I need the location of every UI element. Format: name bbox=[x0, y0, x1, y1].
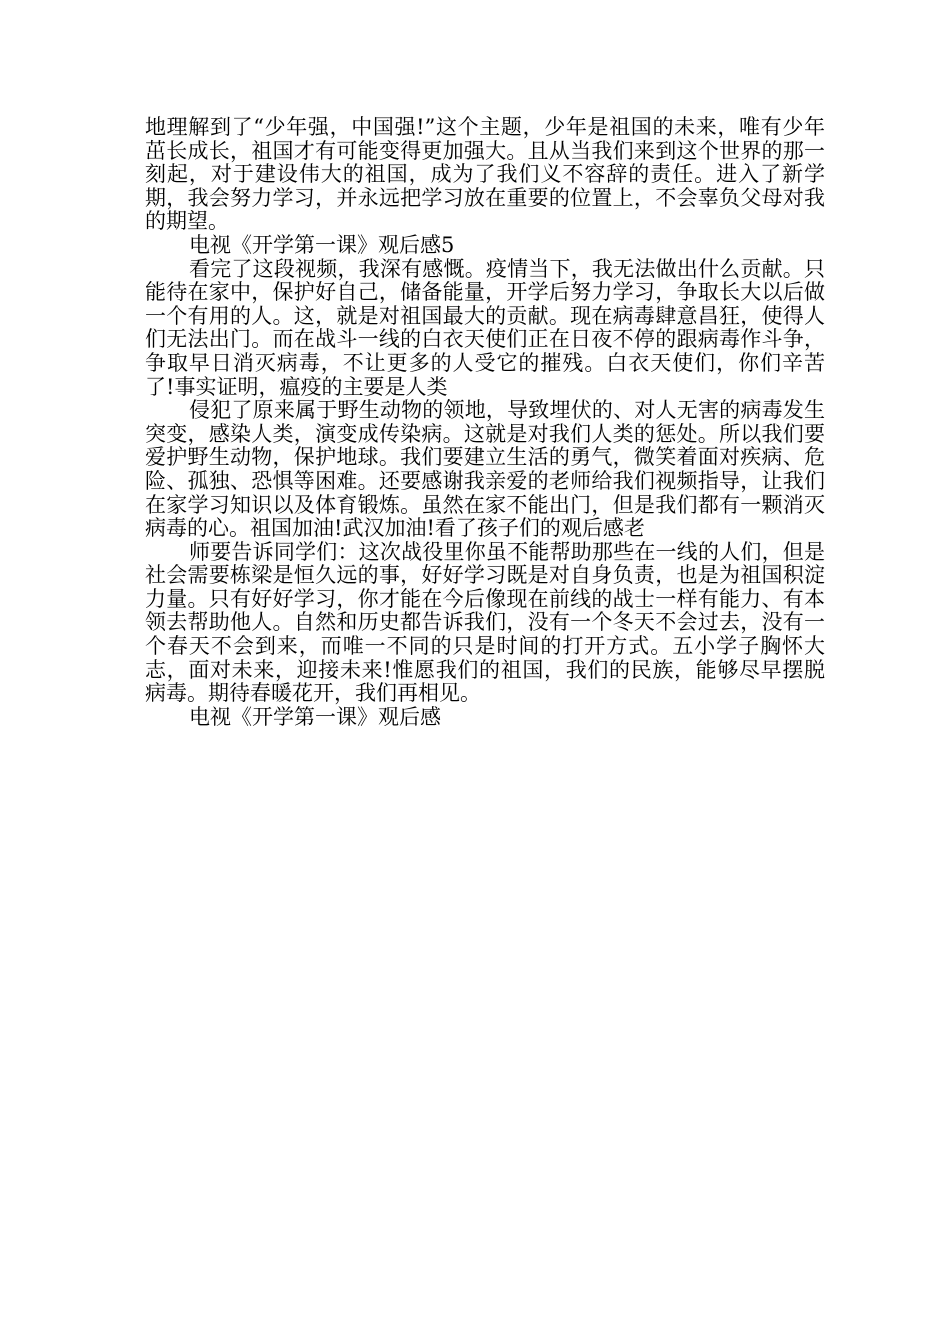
document-body bbox=[145, 116, 825, 729]
section-heading: 电视《开学第一课》观后感5 bbox=[189, 232, 455, 257]
paragraph: 侵犯了原来属于野生动物的领地，导致埋伏的、对人无害的病毒发生突变，感染人类，演变成传染病。这就是对我们人类的惩处。所以我们要爱护野生动物，保护地球。我们要建立生活的勇气，微笑着面对疾病、危险、孤独、恐惧等困难。还要感谢我亲爱的老师给我们视频指导，让我们在家学习知识以及体育锻炼。虽然在家不能出门，但是我们都有一颗消灭病毒的心。祖国加油!武汉加油!看了孩子们的观后感老 bbox=[145, 398, 825, 541]
paragraph: 看完了这段视频，我深有感慨。疫情当下，我无法做出什么贡献。只能待在家中，保护好自己，储备能量，开学后努力学习，争取长大以后做一个有用的人。这，就是对祖国最大的贡献。现在病毒肆意昌狂，使得人们无法出门。而在战斗一线的白衣天使们正在日夜不停的跟病毒作斗争，争取早日消灭病毒，不让更多的人受它的摧残。白衣天使们，你们辛苦了!事实证明，瘟疫的主要是人类 bbox=[145, 256, 825, 399]
paragraph-continuation: 地理解到了“少年强，中国强!”这个主题，少年是祖国的未来，唯有少年茁长成长，祖国才有可能变得更加强大。且从当我们来到这个世界的那一刻起，对于建设伟大的祖国，成为了我们义不容辞的责任。进入了新学期，我会努力学习，并永远把学习放在重要的位置上，不会辜负父母对我的期望。 bbox=[145, 115, 825, 234]
section-heading: 电视《开学第一课》观后感 bbox=[189, 704, 441, 729]
paragraph: 师要告诉同学们：这次战役里你虽不能帮助那些在一线的人们，但是社会需要栋梁是恒久远的事，好好学习既是对自身负责，也是为祖国积淀力量。只有好好学习，你才能在今后像现在前线的战士一样有能力、有本领去帮助他人。自然和历史都告诉我们，没有一个冬天不会过去，没有一个春天不会到来，而唯一不同的只是时间的打开方式。五小学子胸怀大志，面对未来，迎接未来!惟愿我们的祖国，我们的民族，能够尽早摆脱病毒。期待春暖花开，我们再相见。 bbox=[145, 539, 825, 706]
